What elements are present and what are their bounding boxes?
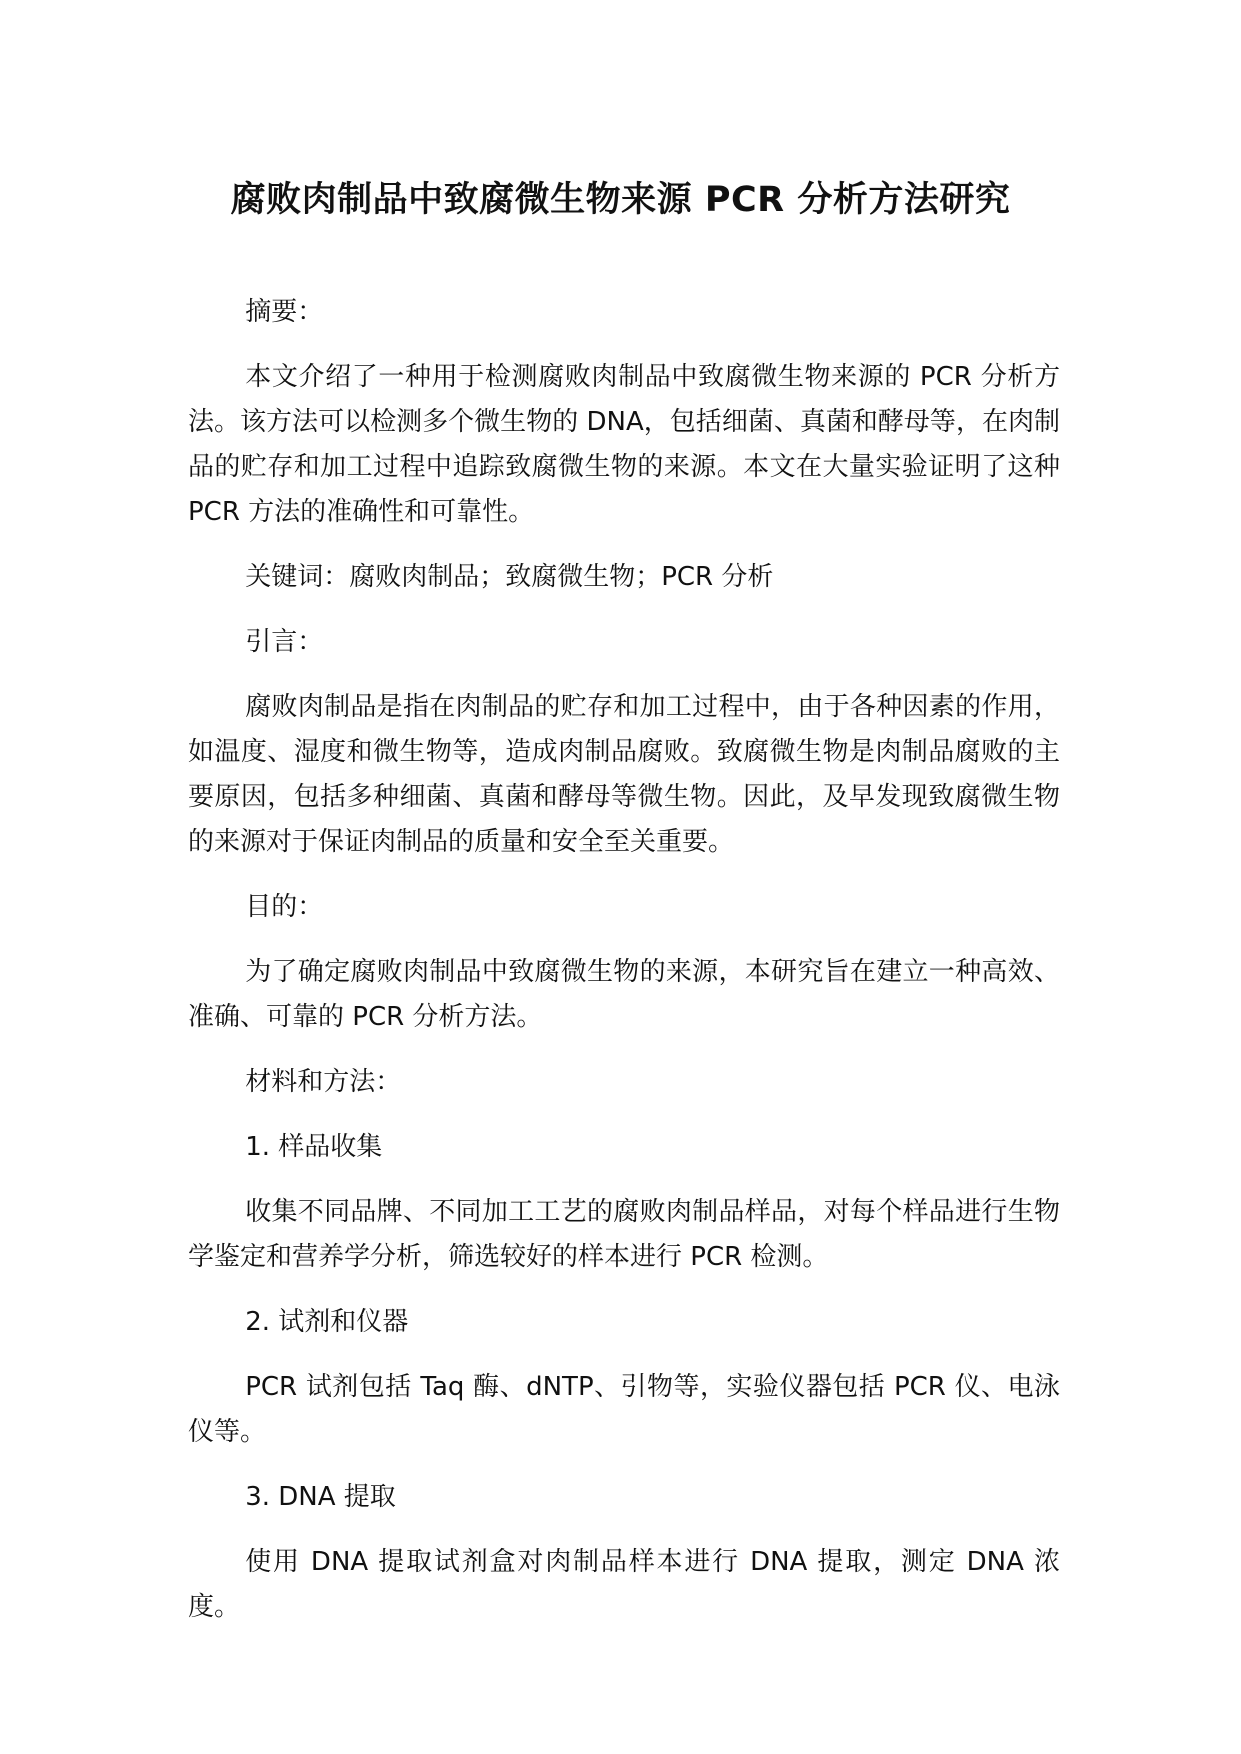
purpose-paragraph: 为了确定腐败肉制品中致腐微生物的来源，本研究旨在建立一种高效、准确、可靠的 PCR 分析方法。 (188, 957, 1060, 1032)
document-body (188, 290, 1060, 1650)
abstract-label: 摘要： (245, 297, 324, 327)
methods-label: 材料和方法： (245, 1067, 402, 1097)
document-title: 腐败肉制品中致腐微生物来源 PCR 分析方法研究 (230, 180, 1011, 220)
method-3-heading: 3. DNA 提取 (245, 1482, 396, 1512)
intro-paragraph: 腐败肉制品是指在肉制品的贮存和加工过程中，由于各种因素的作用，如温度、湿度和微生物等，造成肉制品腐败。致腐微生物是肉制品腐败的主要原因，包括多种细菌、真菌和酵母等微生物。因此，及早发现致腐微生物的来源对于保证肉制品的质量和安全至关重要。 (188, 692, 1060, 857)
abstract-paragraph: 本文介绍了一种用于检测腐败肉制品中致腐微生物来源的 PCR 分析方法。该方法可以检测多个微生物的 DNA，包括细菌、真菌和酵母等，在肉制品的贮存和加工过程中追踪致腐微生物的来源。本文在大量实验证明了这种 PCR 方法的准确性和可靠性。 (188, 362, 1060, 527)
keywords-line: 关键词：腐败肉制品；致腐微生物；PCR 分析 (245, 562, 774, 592)
method-2-paragraph: PCR 试剂包括 Taq 酶、dNTP、引物等，实验仪器包括 PCR 仪、电泳仪等。 (188, 1372, 1060, 1447)
method-2-heading: 2. 试剂和仪器 (245, 1307, 409, 1337)
intro-label: 引言： (245, 627, 324, 657)
method-3-paragraph: 使用 DNA 提取试剂盒对肉制品样本进行 DNA 提取，测定 DNA 浓度。 (188, 1547, 1060, 1622)
purpose-label: 目的： (245, 892, 324, 922)
method-1-paragraph: 收集不同品牌、不同加工工艺的腐败肉制品样品，对每个样品进行生物学鉴定和营养学分析，筛选较好的样本进行 PCR 检测。 (188, 1197, 1060, 1272)
method-1-heading: 1. 样品收集 (245, 1132, 383, 1162)
